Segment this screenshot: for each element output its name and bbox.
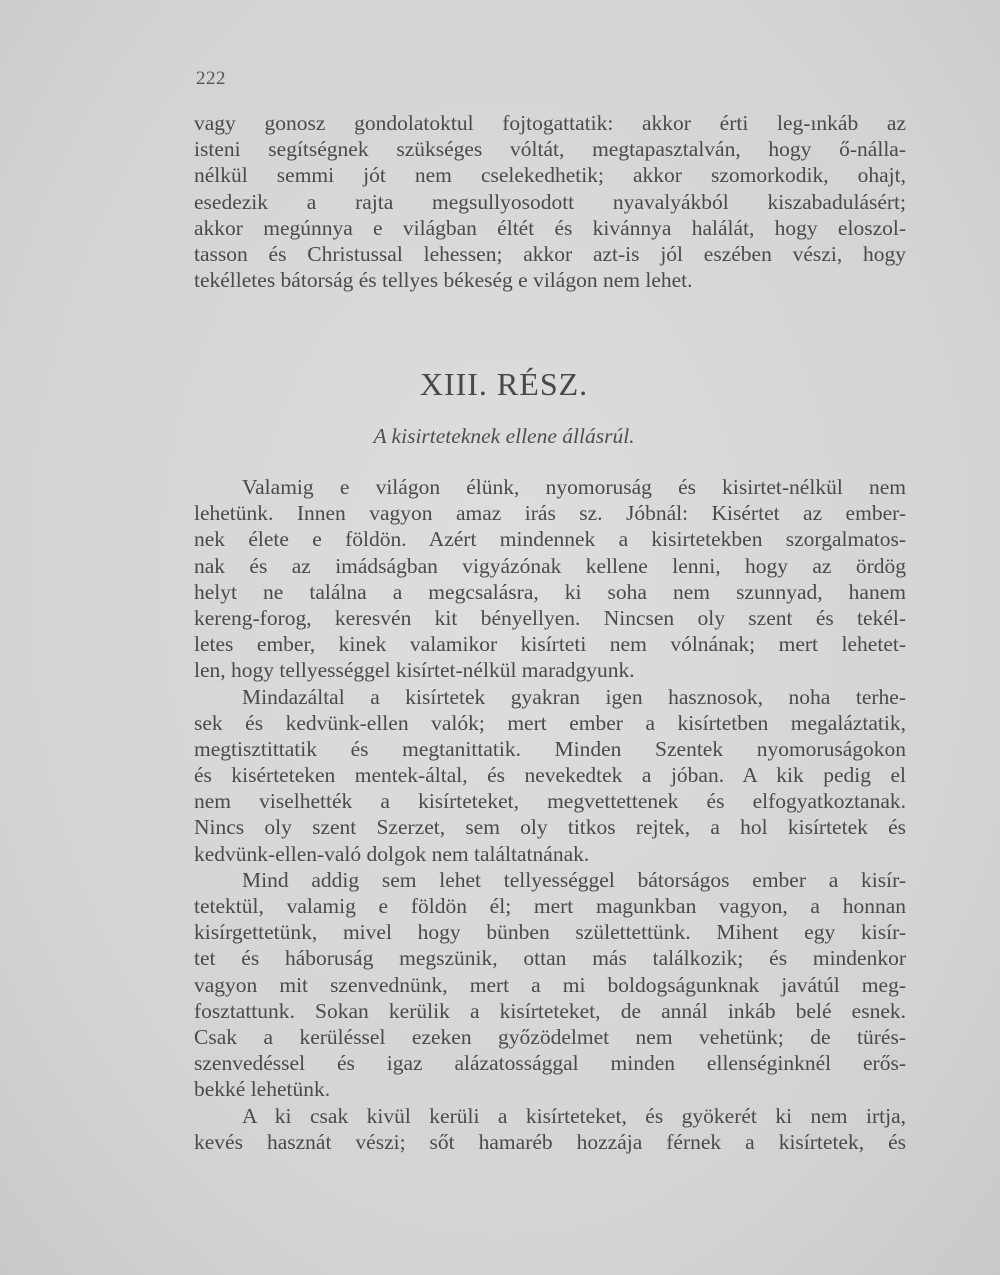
text-line: tekélletes bátorság és tellyes békeség e világon nem lehet. [194,268,693,293]
text-line: vagyon mit szenvednünk, mert a mi boldogságunknak javátúl meg- [194,972,906,997]
chapter-title: XIII. RÉSZ. [419,366,589,402]
chapter-text [194,474,906,1155]
text-line: kedvünk-ellen-való dolgok nem találtatnának. [194,841,590,866]
text-line: tasson és Christussal lehessen; akkor azt-is jól eszében vészi, hogy [194,241,906,266]
text-line: A ki csak kivül kerüli a kisírteteket, és gyökerét ki nem irtja, [242,1103,906,1128]
text-line: letes ember, kinek valamikor kisírteti nem vólnának; mert lehetet- [194,632,906,657]
text-line: akkor megúnnya e világban éltét és kivánnya halálát, hogy eloszol- [194,215,906,240]
text-line: Mindazáltal a kisírtetek gyakran igen hasznosok, noha terhe- [242,684,906,709]
text-line: Valamig e világon élünk, nyomoruság és kisirtet-nélkül nem [242,475,906,499]
text-line: tetektül, valamig e földön él; mert magunkban vagyon, a honnan [194,894,906,918]
text-line: tet és háboruság megszünik, ottan más találkozik; és mindenkor [194,946,906,971]
text-line: kevés hasznát vészi; sőt hamaréb hozzája férnek a kisírtetek, és [194,1129,906,1154]
text-line: nélkül semmi jót nem cselekedhetik; akkor szomorkodik, ohajt, [194,163,906,188]
text-line: nak és az imádságban vigyázónak kellene lenni, hogy az ördög [194,553,906,578]
text-line: Mind addig sem lehet tellyességgel bátorságos ember a kisír- [242,867,906,892]
text-line: Csak a kerüléssel ezeken győzödelmet nem vehetünk; de türés- [194,1024,906,1049]
text-line: fosztattunk. Sokan kerülik a kisírteteket, de annál inkáb belé esnek. [194,998,906,1023]
text-line: helyt ne találna a megcsalásra, ki soha nem szunnyad, hanem [194,579,906,604]
chapter-subtitle: A kisirteteknek ellene állásrúl. [373,424,635,448]
text-line: sek és kedvünk-ellen valók; mert ember a kisírtetben megaláztatik, [194,710,906,735]
text-line: nek élete e földön. Azért mindennek a kisirtetekben szorgalmatos- [194,527,906,552]
text-line: megtisztittatik és megtanittatik. Minden Szentek nyomoruságokon [194,736,906,761]
text-line: vagy gonosz gondolatoktul fojtogattatik: akkor érti leg-ınkáb az [194,111,906,135]
text-line: bekké lehetünk. [194,1077,331,1102]
text-line: Nincs oly szent Szerzet, sem oly titkos rejtek, a hol kisírtetek és [194,815,906,840]
page-number: 222 [196,68,226,89]
text-line: kisírgettetünk, mivel hogy bünben születtettünk. Mihent egy kisír- [194,920,906,945]
text-line: isteni segítségnek szükséges vóltát, megtapasztalván, hogy ő-nálla- [194,137,906,162]
text-line: nem viselhették a kisírteteket, megvettettenek és elfogyatkoztanak. [194,789,906,814]
text-line: és kisérteteken mentek-által, és nevekedtek a jóban. A kik pedig el [194,763,906,788]
opening-paragraph [194,110,906,293]
text-line: esedezik a rajta megsullyosodott nyavalyákból kiszabadulásért; [194,189,906,214]
text-line: len, hogy tellyességgel kisírtet-nélkül maradgyunk. [194,658,635,683]
text-line: szenvedéssel és igaz alázatossággal minden ellenséginknél erős- [194,1051,906,1076]
text-line: kereng-forog, keresvén kit bényellyen. Nincsen oly szent és tekél- [194,605,906,630]
text-line: lehetünk. Innen vagyon amaz irás sz. Jóbnál: Kisértet az ember- [194,501,906,526]
